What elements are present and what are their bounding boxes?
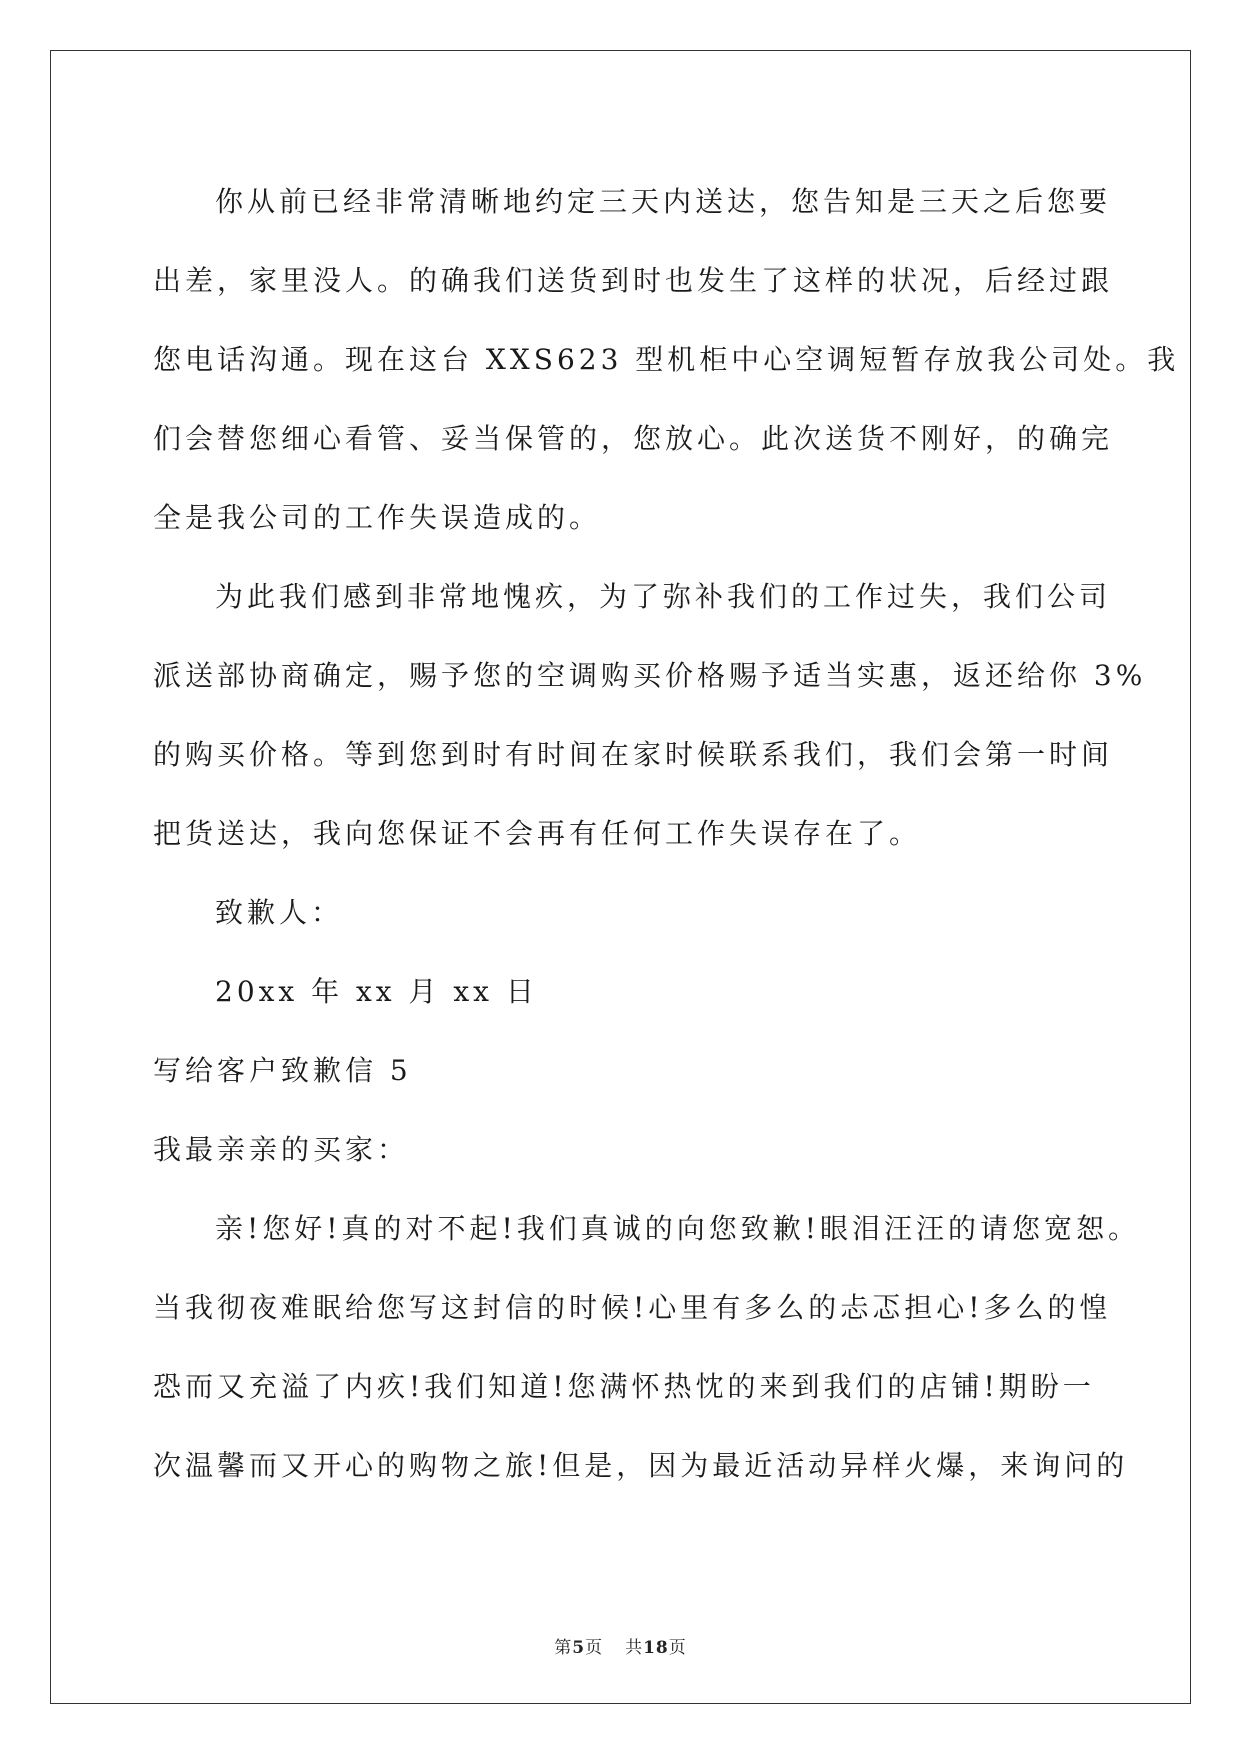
text-line: 写给客户致歉信 5 <box>153 1054 412 1087</box>
document-body <box>153 162 1180 1505</box>
text-line: 你从前已经非常清晰地约定三天内送达，您告知是三天之后您要 <box>215 185 1112 218</box>
text-line: 我最亲亲的买家： <box>153 1133 410 1166</box>
text-line: 当我彻夜难眠给您写这封信的时候!心里有多么的忐忑担心!多么的惶 <box>153 1291 1112 1324</box>
total-prefix: 共 <box>625 1638 644 1658</box>
text-line: 次温馨而又开心的购物之旅!但是，因为最近活动异样火爆，来询问的 <box>153 1449 1129 1482</box>
text-line: 您电话沟通。现在这台 XXS623 型机柜中心空调短暂存放我公司处。我 <box>153 343 1180 376</box>
text-line: 出差，家里没人。的确我们送货到时也发生了这样的状况，后经过跟 <box>153 264 1114 297</box>
page-prefix: 第 <box>554 1638 573 1658</box>
page-suffix: 页 <box>585 1638 604 1658</box>
text-line: 全是我公司的工作失误造成的。 <box>153 501 602 534</box>
text-line: 为此我们感到非常地愧疚，为了弥补我们的工作过失，我们公司 <box>215 580 1112 613</box>
signature-date <box>153 952 1093 1031</box>
page-footer <box>0 1636 1241 1660</box>
salutation <box>153 1110 1093 1189</box>
paragraph-delivery-issue <box>153 162 1180 557</box>
text-line: 的购买价格。等到您到时有时间在家时候联系我们，我们会第一时间 <box>153 738 1114 771</box>
page-number: 5 <box>572 1638 586 1658</box>
text-line: 们会替您细心看管、妥当保管的，您放心。此次送货不刚好，的确完 <box>153 422 1114 455</box>
text-line: 亲!您好!真的对不起!我们真诚的向您致歉!眼泪汪汪的请您宽恕。 <box>215 1212 1141 1245</box>
text-line: 派送部协商确定，赐予您的空调购买价格赐予适当实惠，返还给你 3% <box>153 659 1147 692</box>
text-line: 恐而又充溢了内疚!我们知道!您满怀热忱的来到我们的店铺!期盼一 <box>153 1370 1095 1403</box>
paragraph-compensation <box>153 557 1147 873</box>
total-pages: 18 <box>643 1638 669 1658</box>
section-heading <box>153 1031 1093 1110</box>
text-line: 把货送达，我向您保证不会再有任何工作失误存在了。 <box>153 817 922 850</box>
total-suffix: 页 <box>668 1638 687 1658</box>
text-line: 致歉人： <box>215 896 344 929</box>
text-line: 20xx 年 xx 月 xx 日 <box>215 975 538 1008</box>
paragraph-apology <box>153 1189 1141 1505</box>
signature-label <box>153 873 1093 952</box>
